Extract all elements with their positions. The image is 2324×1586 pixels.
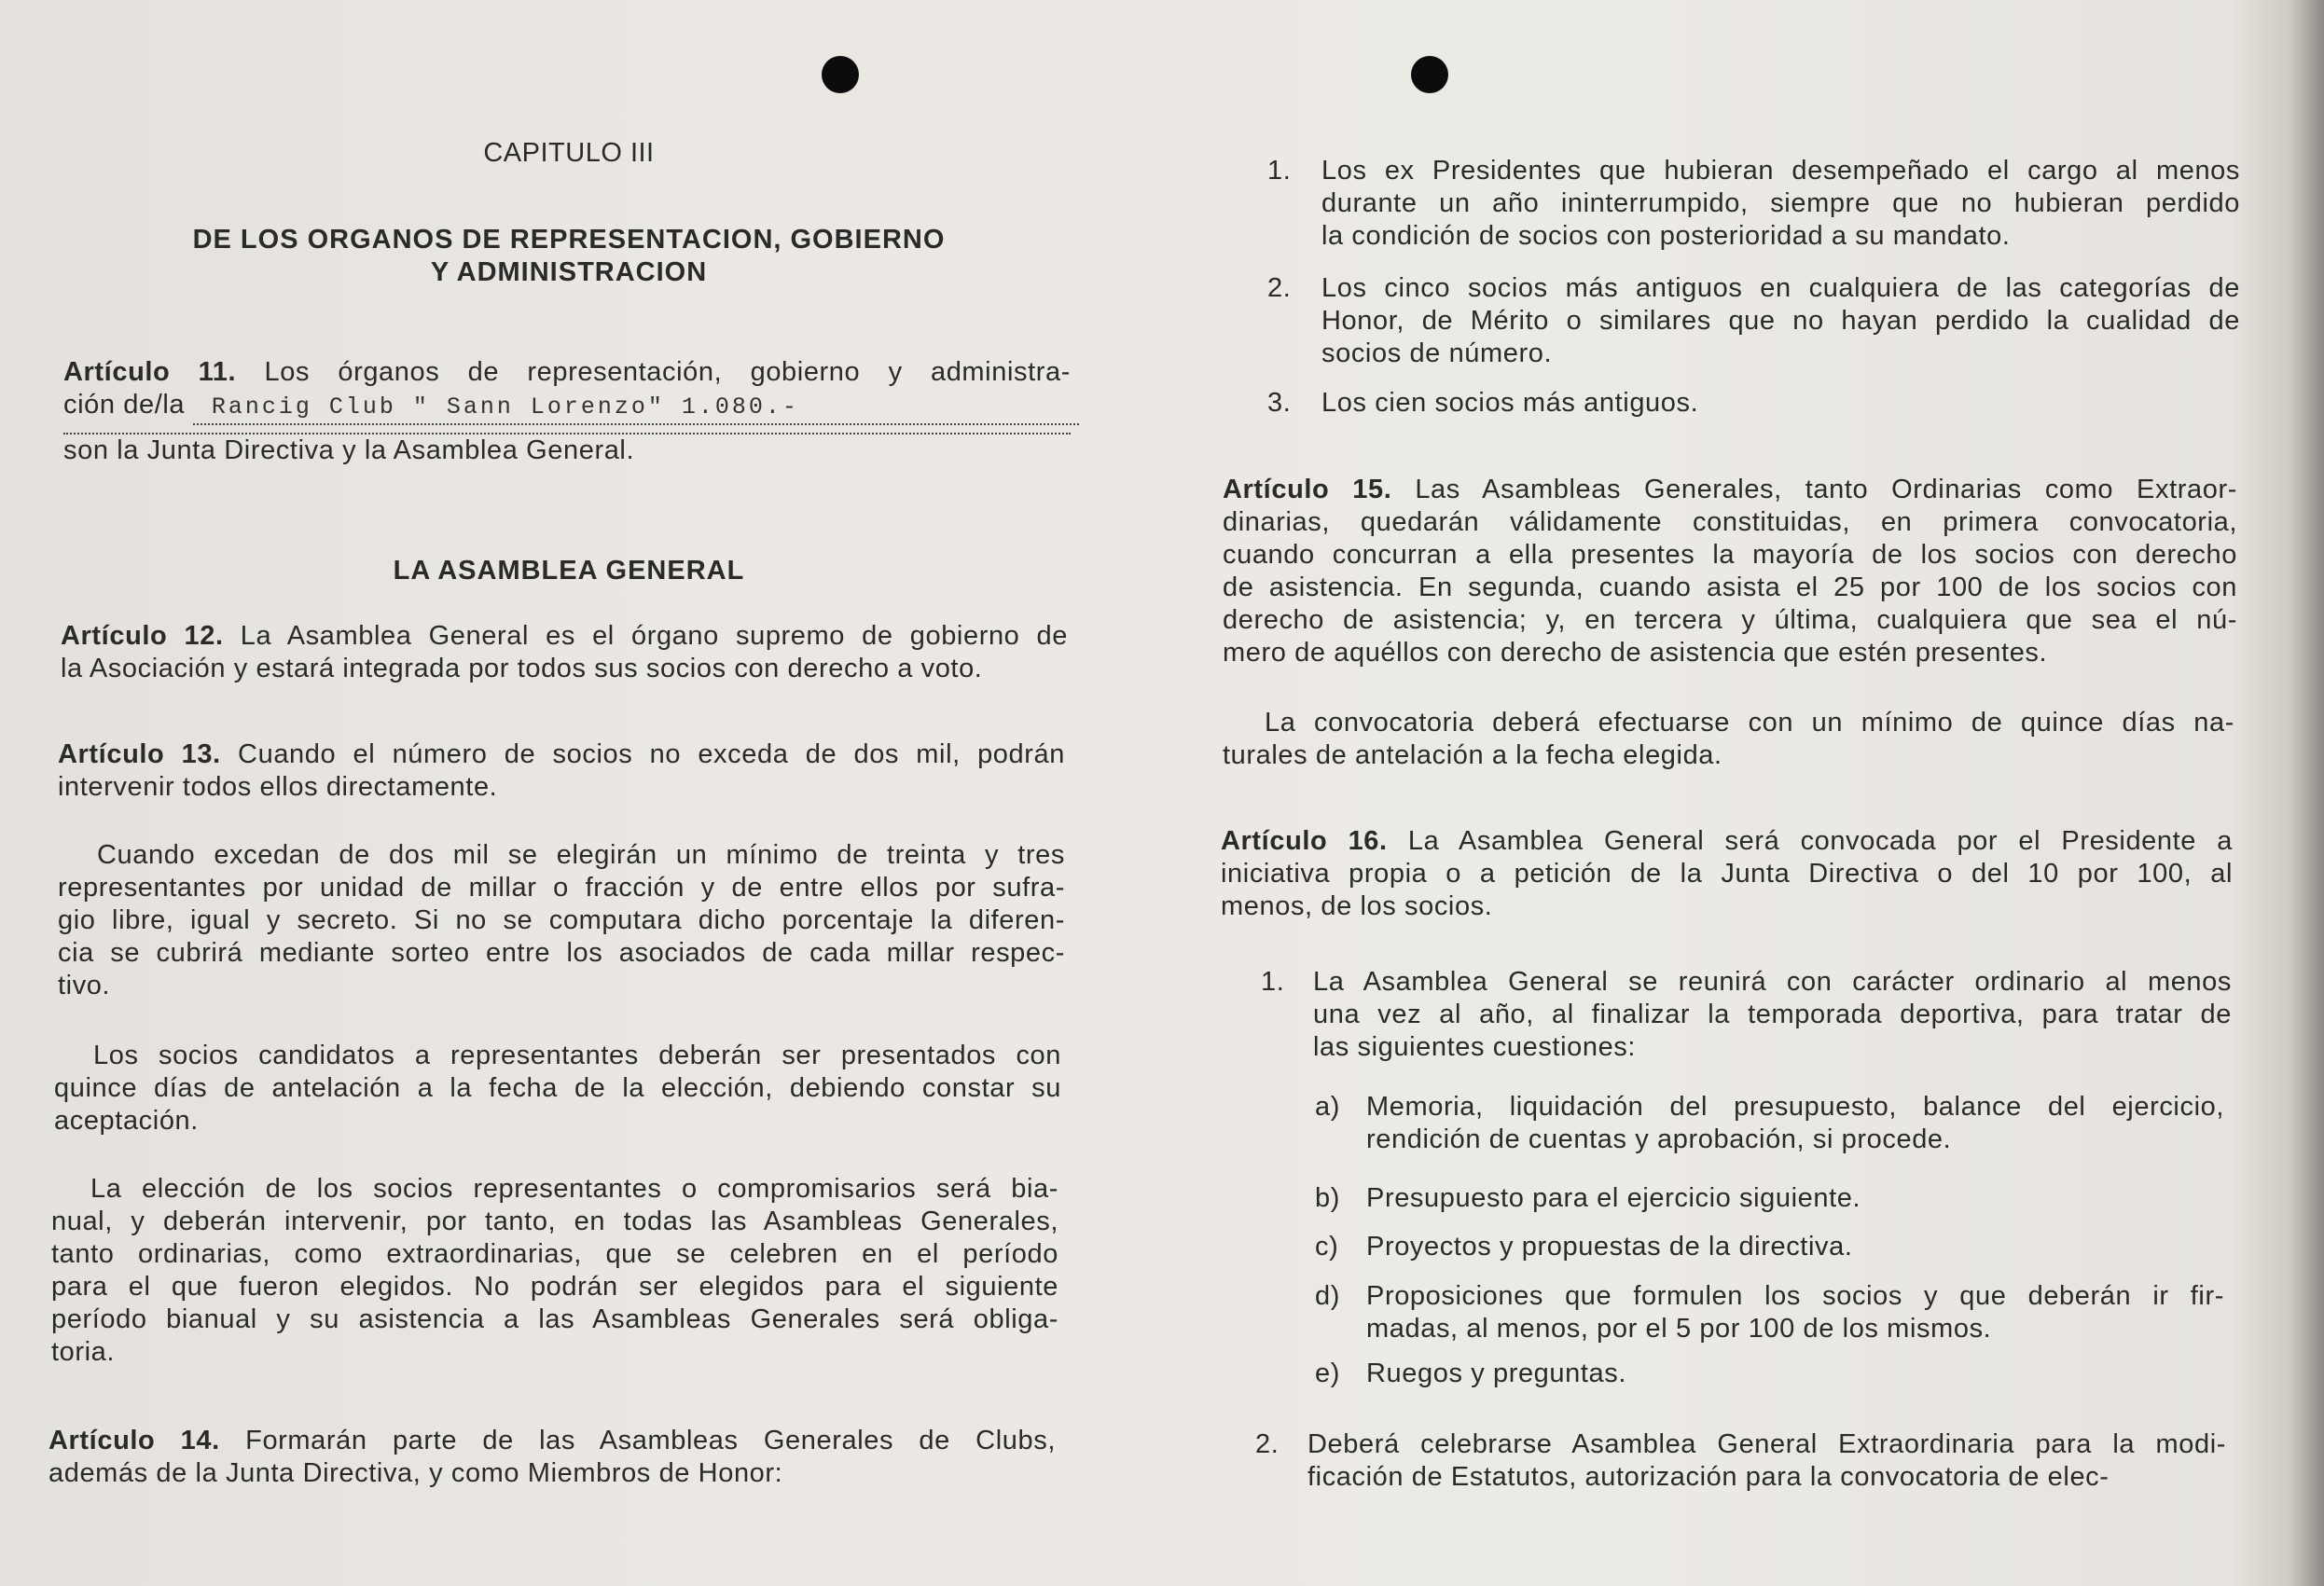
punch-hole [822, 56, 859, 93]
text-line [58, 738, 1065, 771]
article-text: La Asamblea General es el órgano supremo de gobierno de [240, 621, 1068, 651]
honor-item-2 [1267, 272, 2240, 370]
text-line: cuando concurran a ella presentes la mayoría de los socios con derecho [1223, 540, 2237, 570]
article-label: Artículo 12. [61, 621, 224, 651]
article-15 [1223, 474, 2237, 669]
list-marker: b) [1315, 1183, 1340, 1213]
article-text: Formarán parte de las Asambleas Generales de Clubs, [245, 1426, 1056, 1455]
article-text: Los órganos de representación, gobierno y administra- [264, 357, 1071, 387]
text-line: las siguientes cuestiones: [1313, 1032, 1637, 1062]
text-line: Proyectos y propuestas de la directiva. [1366, 1232, 1853, 1262]
list-marker: c) [1315, 1232, 1339, 1262]
article-text: ción de/la [63, 390, 186, 420]
text-line: Presupuesto para el ejercicio siguiente. [1366, 1183, 1861, 1213]
text-line: tanto ordinarias, como extraordinarias, que se celebren en el período [51, 1239, 1058, 1269]
article-14 [48, 1425, 1056, 1490]
text-line: turales de antelación a la fecha elegida. [1223, 740, 1722, 770]
text-line: La Asamblea General se reunirá con carácter ordinario al menos [1313, 967, 2232, 997]
text-line: Deberá celebrarse Asamblea General Extraordinaria para la modi- [1307, 1429, 2226, 1459]
list-marker: e) [1315, 1358, 1340, 1388]
text-line: Los cinco socios más antiguos en cualquiera de las categorías de [1321, 273, 2240, 303]
chapter-number: CAPITULO III [483, 138, 655, 168]
text-line: madas, al menos, por el 5 por 100 de los mismos. [1366, 1314, 1992, 1344]
agenda-item-c [1315, 1231, 2224, 1263]
article-label: Artículo 13. [58, 739, 221, 769]
article-label: Artículo 15. [1223, 475, 1392, 504]
text-line: La convocatoria deberá efectuarse con un mínimo de quince días na- [1265, 708, 2234, 738]
club-name-fill-field: Rancig Club " Sann Lorenzo" 1.080.- [193, 391, 1079, 425]
text-line: La elección de los socios representantes o compromisarios será bia- [90, 1174, 1058, 1204]
text-line: la Asociación y estará integrada por todos sus socios con derecho a voto. [61, 654, 983, 683]
text-line: Los cien socios más antiguos. [1321, 388, 1699, 418]
honor-item-3 [1267, 387, 2240, 420]
text-line: período bianual y su asistencia a las Asambleas Generales será obliga- [51, 1304, 1058, 1334]
text-line: dinarias, quedarán válidamente constituidas, en primera convocatoria, [1223, 507, 2237, 537]
article-label: Artículo 16. [1221, 826, 1388, 856]
paragraph-candidatos [54, 1040, 1061, 1138]
text-line: Honor, de Mérito o similares que no hayan perdido la cualidad de [1321, 306, 2240, 336]
article-11 [63, 356, 1071, 467]
list-marker: 1. [1261, 967, 1285, 997]
text-line: mero de aquéllos con derecho de asistencia que estén presentes. [1223, 638, 2048, 668]
text-line [1223, 474, 2237, 506]
article-12 [61, 620, 1068, 685]
text-line: representantes por unidad de millar o fracción y de entre ellos por sufra- [58, 873, 1065, 903]
agenda-item-d [1315, 1280, 2224, 1345]
list-marker: 2. [1267, 273, 1292, 303]
text-line: cia se cubrirá mediante sorteo entre los asociados de cada millar respec- [58, 938, 1065, 968]
text-line: nual, y deberán intervenir, por tanto, en todas las Asambleas Generales, [51, 1207, 1058, 1236]
text-line: Cuando excedan de dos mil se elegirán un mínimo de treinta y tres [97, 840, 1065, 870]
agenda-item-e [1315, 1358, 2224, 1390]
text-line: intervenir todos ellos directamente. [58, 772, 498, 802]
text-line [1221, 825, 2233, 858]
paragraph-convocatoria [1223, 707, 2234, 772]
chapter-title [103, 224, 1035, 289]
text-line: Los ex Presidentes que hubieran desempeñado el cargo al menos [1321, 156, 2240, 186]
text-line: Proposiciones que formulen los socios y que deberán ir fir- [1366, 1281, 2224, 1311]
text-line: ficación de Estatutos, autorización para la convocatoria de elec- [1307, 1462, 2110, 1492]
text-line: para el que fueron elegidos. No podrán ser elegidos para el siguiente [51, 1272, 1058, 1302]
list-marker: a) [1315, 1092, 1340, 1122]
text-line: iniciativa propia o a petición de la Junta Directiva o del 10 por 100, al [1221, 859, 2233, 889]
ordinary-assembly-item [1261, 966, 2232, 1064]
text-line: aceptación. [54, 1106, 199, 1136]
agenda-item-a [1315, 1091, 2224, 1156]
text-line: gio libre, igual y secreto. Si no se computara dicho porcentaje la diferen- [58, 905, 1065, 935]
article-label: Artículo 14. [48, 1426, 220, 1455]
text-line: durante un año ininterrumpido, siempre que no hubieran perdido [1321, 188, 2240, 218]
agenda-item-b [1315, 1182, 2224, 1215]
chapter-title-line: DE LOS ORGANOS DE REPRESENTACION, GOBIERNO [192, 225, 946, 255]
article-text: Cuando el número de socios no exceda de dos mil, podrán [238, 739, 1065, 769]
list-marker: 1. [1267, 156, 1292, 186]
text-line: derecho de asistencia; y, en tercera y última, cualquiera que sea el nú- [1223, 605, 2237, 635]
text-line: de asistencia. En segunda, cuando asista el 25 por 100 de los socios con [1223, 572, 2237, 602]
paragraph-eleccion [51, 1173, 1058, 1369]
text-line: además de la Junta Directiva, y como Miembros de Honor: [48, 1458, 783, 1488]
chapter-title-line: Y ADMINISTRACION [430, 257, 708, 287]
text-line: una vez al año, al finalizar la temporada deportiva, para tratar de [1313, 1000, 2232, 1029]
article-text: Las Asambleas Generales, tanto Ordinarias como Extraor- [1415, 475, 2237, 504]
article-text: son la Junta Directiva y la Asamblea General. [63, 435, 635, 465]
article-text: La Asamblea General será convocada por el Presidente a [1407, 826, 2233, 856]
list-marker: 3. [1267, 388, 1292, 418]
list-marker: d) [1315, 1281, 1340, 1311]
extraordinary-assembly-item [1255, 1428, 2226, 1494]
text-line: la condición de socios con posterioridad a su mandato. [1321, 221, 2011, 251]
text-line: Ruegos y preguntas. [1366, 1358, 1627, 1388]
text-line: rendición de cuentas y aprobación, si procede. [1366, 1124, 1952, 1154]
text-line: socios de número. [1321, 338, 1553, 368]
text-line [48, 1425, 1056, 1457]
text-line: tivo. [58, 971, 111, 1000]
section-heading: LA ASAMBLEA GENERAL [393, 556, 745, 586]
text-line: quince días de antelación a la fecha de la elección, debiendo constar su [54, 1073, 1061, 1103]
text-line: Los socios candidatos a representantes deberán ser presentados con [93, 1041, 1061, 1070]
paragraph-excedan [58, 839, 1065, 1002]
punch-hole [1411, 56, 1448, 93]
text-line: toria. [51, 1337, 116, 1367]
text-line [61, 620, 1068, 653]
honor-item-1 [1267, 155, 2240, 253]
article-13 [58, 738, 1065, 804]
list-marker: 2. [1255, 1429, 1280, 1459]
article-label: Artículo 11. [63, 357, 237, 387]
text-line: menos, de los socios. [1221, 891, 1493, 921]
text-line: Memoria, liquidación del presupuesto, balance del ejercicio, [1366, 1092, 2224, 1122]
article-16 [1221, 825, 2233, 923]
